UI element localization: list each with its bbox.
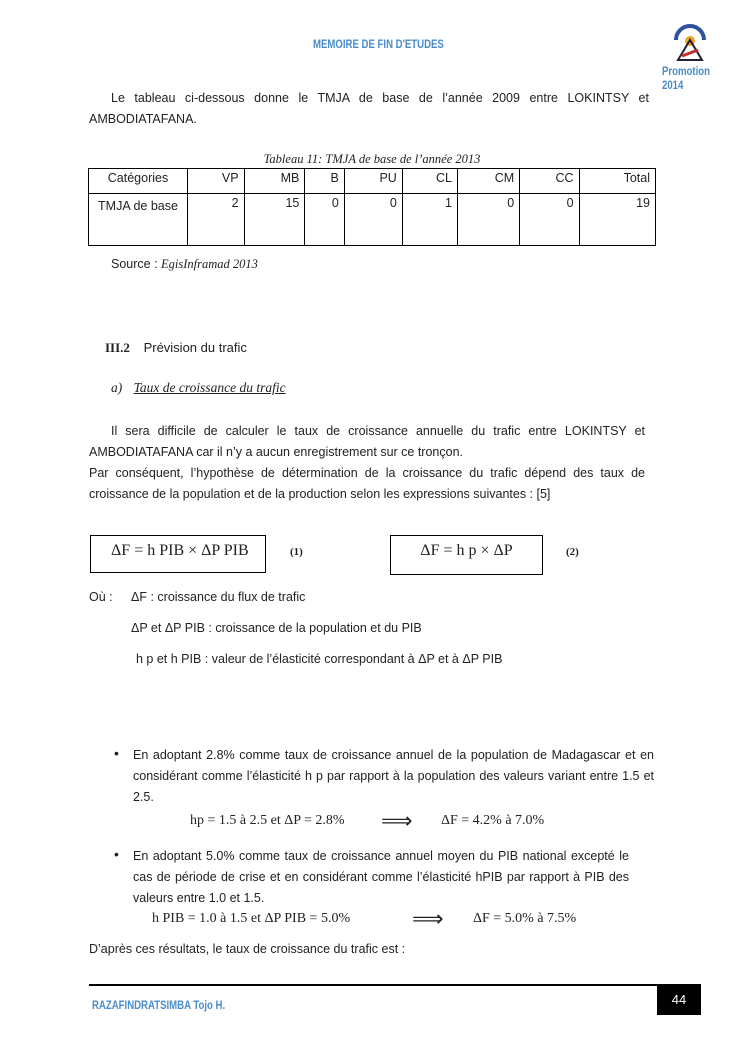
- table-cell: 0: [457, 194, 519, 246]
- table-cell: 0: [520, 194, 579, 246]
- table-header: PU: [344, 169, 402, 194]
- bullet-equation-rhs: ΔF = 5.0% à 7.5%: [473, 911, 577, 926]
- table-header: CC: [520, 169, 579, 194]
- where-line: ΔP et ΔP PIB : croissance de la population et du PIB: [131, 621, 422, 635]
- tmja-table: [88, 168, 656, 246]
- source-label: Source :: [111, 257, 162, 271]
- where-label: Où :: [89, 590, 113, 604]
- implies-arrow-icon: ⟹: [412, 906, 444, 931]
- table-cell: 0: [305, 194, 345, 246]
- formula-box-2: ΔF = h p × ΔP: [390, 535, 543, 575]
- table-cell: 2: [188, 194, 245, 246]
- header-promotion: Promotion 2014: [662, 64, 710, 92]
- formula-box-1: ΔF = h PIB × ΔP PIB: [90, 535, 266, 573]
- conclusion-text: D’après ces résultats, le taux de croissance du trafic est :: [89, 942, 406, 956]
- table-cell: 1: [402, 194, 457, 246]
- table-header: VP: [188, 169, 245, 194]
- formula-number-1: (1): [290, 546, 303, 558]
- where-line: ΔF : croissance du flux de trafic: [131, 590, 306, 604]
- section-heading: [105, 340, 247, 356]
- table-header: Total: [579, 169, 655, 194]
- subsection-heading: [111, 380, 286, 396]
- table-header: CM: [457, 169, 519, 194]
- table-row: [89, 194, 656, 246]
- table-cell: TMJA de base: [89, 194, 188, 246]
- bullet-text: En adoptant 2.8% comme taux de croissance annuel de la population de Madagascar et en considérant comme l’élasticité h p par rapport à la population des valeurs variant entre 1.5 et 2.5.: [133, 748, 654, 804]
- school-logo: [670, 24, 710, 62]
- intro-paragraph: Le tableau ci-dessous donne le TMJA de base de l’année 2009 entre LOKINTSY et AMBODIATAFANA.: [89, 91, 649, 126]
- bullet-text: En adoptant 5.0% comme taux de croissance annuel moyen du PIB national excepté le cas de période de crise et en considérant comme l’élasticité hPIB par rapport à PIB des valeurs entre 1.0 et 1.5.: [133, 849, 629, 905]
- section-title: Prévision du trafic: [143, 340, 247, 355]
- formula-number-2: (2): [566, 546, 579, 558]
- page-number: 44: [657, 984, 701, 1015]
- bullet-equation-rhs: ΔF = 4.2% à 7.0%: [441, 813, 545, 828]
- subsection-title: Taux de croissance du trafic: [133, 380, 286, 395]
- footer-divider: [89, 984, 657, 986]
- source-value: EgisInframad 2013: [161, 257, 258, 271]
- table-cell: 19: [579, 194, 655, 246]
- table-header: Catégories: [89, 169, 188, 194]
- table-cell: 0: [344, 194, 402, 246]
- paragraph-2: Par conséquent, l’hypothèse de détermination de la croissance du trafic dépend des taux de croissance de la population et de la production selon les expressions suivantes : [5]: [89, 466, 645, 501]
- where-line: h p et h PIB : valeur de l’élasticité correspondant à ΔP et à ΔP PIB: [136, 652, 503, 666]
- table-caption: Tableau 11: TMJA de base de l’année 2013: [263, 152, 481, 166]
- table-header: MB: [244, 169, 305, 194]
- table-cell: 15: [244, 194, 305, 246]
- bullet-equation-lhs: h PIB = 1.0 à 1.5 et ΔP PIB = 5.0%: [152, 911, 351, 926]
- table-header-row: [89, 169, 656, 194]
- header-title: MEMOIRE DE FIN D'ETUDES: [313, 37, 444, 51]
- paragraph-1: Il sera difficile de calculer le taux de croissance annuelle du trafic entre LOKINTSY et AMBODIATAFANA car il n’y a aucun enregistrement sur ce tronçon.: [89, 424, 645, 459]
- source-note: [111, 257, 258, 272]
- section-number: III.2: [105, 340, 130, 355]
- bullet-icon: •: [114, 745, 119, 761]
- bullet-icon: •: [114, 846, 119, 862]
- table-header: B: [305, 169, 345, 194]
- subsection-letter: a): [111, 380, 123, 395]
- bullet-equation-lhs: hp = 1.5 à 2.5 et ΔP = 2.8%: [190, 813, 345, 828]
- footer-author: RAZAFINDRATSIMBA Tojo H.: [92, 998, 226, 1012]
- implies-arrow-icon: ⟹: [381, 808, 413, 833]
- table-header: CL: [402, 169, 457, 194]
